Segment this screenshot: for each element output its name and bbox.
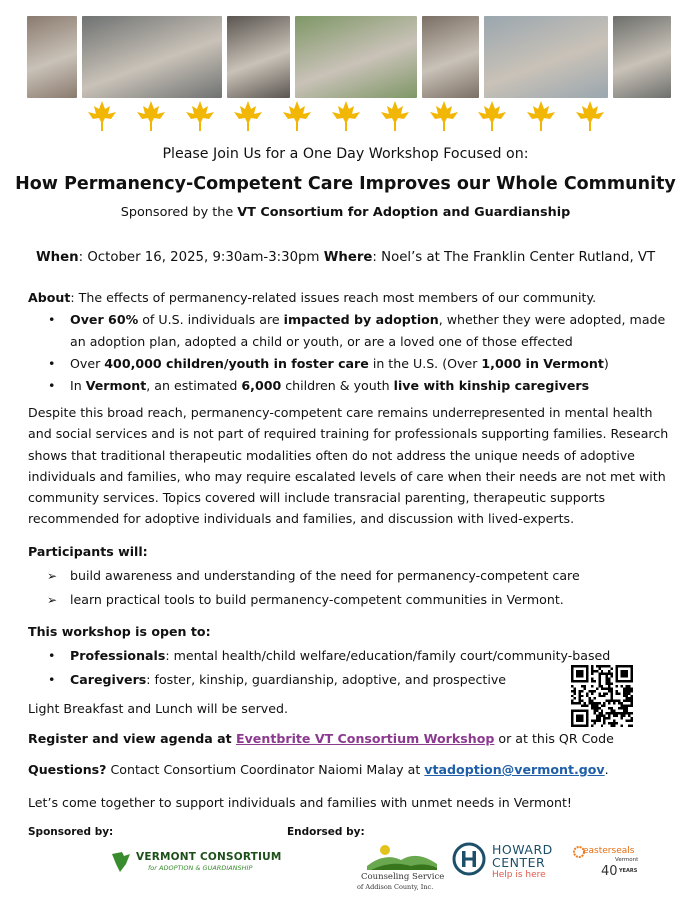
leaf-row <box>86 100 606 134</box>
maple-leaf-icon <box>574 100 606 132</box>
photo-group-sitting <box>613 16 671 98</box>
description-paragraph: Despite this broad reach, permanency-competent care remains underrepresented in mental health and social services and is not part of required training for professionals supporting families. Research shows that traditional therapeutic modalities often do not address the unique needs of adoptive individuals and families, who may require escalated levels of care when their needs are not met with community services. Topics covered will include transracial parenting, therapeutic supports recommended for adoptive individuals and families, and discussion with lived-experts. <box>28 405 669 527</box>
when-where-line <box>36 250 655 265</box>
counseling-service-logo <box>357 840 447 896</box>
sponsored-by-label: Sponsored by: <box>28 826 114 838</box>
bullet-text: in the U.S. (Over <box>368 356 482 371</box>
bullet-emphasis: impacted by adoption <box>283 312 439 327</box>
register-prefix: Register and view agenda at <box>28 731 236 746</box>
maple-leaf-icon <box>476 100 508 132</box>
photo-kids-bikes <box>295 16 417 98</box>
bullet-text: , an estimated <box>146 378 242 393</box>
vermont-shape-icon <box>110 850 132 874</box>
photo-office-meeting <box>484 16 608 98</box>
mountains-sun-icon <box>367 840 437 870</box>
about-bullet-foster <box>28 353 674 375</box>
sponsor-line <box>0 205 691 220</box>
about-line <box>28 287 674 309</box>
hc-logo-line2: CENTER <box>492 855 546 870</box>
hc-logo-line1: HOWARD <box>492 842 553 857</box>
endorsed-by-label: Endorsed by: <box>287 826 365 838</box>
register-line <box>28 728 674 750</box>
maple-leaf-icon <box>135 100 167 132</box>
bullet-text: In <box>70 378 86 393</box>
participants-item-tools: ➢ learn practical tools to build permanency-competent communities in Vermont. <box>28 589 674 611</box>
bullet-emphasis: 1,000 in Vermont <box>481 356 604 371</box>
bullet-emphasis: Vermont <box>85 378 147 393</box>
photo-girl-phone <box>227 16 290 98</box>
stat-over-60: Over 60% <box>70 312 139 327</box>
where-value: : Noel’s at The Franklin Center Rutland, VT <box>372 250 656 265</box>
open-to-professionals <box>28 645 674 667</box>
vc-logo-line2: for ADOPTION & GUARDIANSHIP <box>148 864 253 872</box>
participants-list <box>28 565 674 611</box>
es-logo-line1: easterseals <box>583 846 635 856</box>
es-logo-line2: Vermont <box>615 857 639 863</box>
professionals-text: : mental health/child welfare/education/family court/community-based <box>165 648 611 663</box>
maple-leaf-icon <box>184 100 216 132</box>
sponsor-prefix: Sponsored by the <box>120 205 238 220</box>
professionals-label: Professionals <box>70 648 166 663</box>
maple-leaf-icon <box>86 100 118 132</box>
es-logo-years: YEARS <box>619 868 638 874</box>
about-text: : The effects of permanency-related issues reach most members of our community. <box>70 290 597 305</box>
about-list <box>28 309 674 397</box>
eventbrite-link[interactable]: Eventbrite VT Consortium Workshop <box>236 731 495 746</box>
register-suffix: or at this QR Code <box>494 731 614 746</box>
cs-logo-line1: Counseling Service <box>361 872 445 882</box>
maple-leaf-icon <box>525 100 557 132</box>
bullet-text: ) <box>603 356 609 371</box>
email-link[interactable]: vtadoption@vermont.gov <box>424 762 605 777</box>
participants-heading: Participants will: <box>28 544 148 559</box>
cs-logo-line2: of Addison County, Inc. <box>357 883 434 891</box>
caregivers-label: Caregivers <box>70 672 147 687</box>
howard-h-icon <box>452 842 486 876</box>
when-label: When <box>36 250 79 265</box>
about-bullet-kinship <box>28 375 674 397</box>
photo-strip <box>27 16 673 98</box>
when-value: : October 16, 2025, 9:30am-3:30pm <box>78 250 324 265</box>
intro-line: Please Join Us for a One Day Workshop Focused on: <box>162 146 529 162</box>
questions-line <box>28 759 674 781</box>
bullet-emphasis: live with kinship caregivers <box>393 378 590 393</box>
bullet-text: Over <box>70 356 105 371</box>
photo-boy-portrait <box>422 16 479 98</box>
photo-teen-counseling <box>82 16 222 98</box>
bullet-text: , whether they were adopted, made an adoption plan, adopted a child or youth, or are a loved one of those effected <box>70 312 666 349</box>
maple-leaf-icon <box>281 100 313 132</box>
vermont-consortium-logo <box>110 850 280 876</box>
vc-logo-line1: VERMONT CONSORTIUM <box>136 851 282 863</box>
maple-leaf-icon <box>330 100 362 132</box>
participants-section <box>28 541 674 611</box>
howard-center-logo <box>452 840 562 882</box>
es-logo-number: 40 <box>601 864 618 879</box>
about-label: About <box>28 290 71 305</box>
maple-leaf-icon <box>379 100 411 132</box>
questions-label: Questions? <box>28 762 107 777</box>
easterseals-logo <box>573 842 639 884</box>
maple-leaf-icon <box>428 100 460 132</box>
maple-leaf-icon <box>232 100 264 132</box>
closing-line: Let’s come together to support individuals and families with unmet needs in Vermont! <box>28 795 572 810</box>
bullet-emphasis: 6,000 <box>241 378 282 393</box>
where-label: Where <box>323 250 373 265</box>
bullet-text: of U.S. individuals are <box>138 312 284 327</box>
meals-line: Light Breakfast and Lunch will be served. <box>28 701 288 716</box>
about-bullet-adoption <box>28 309 674 353</box>
questions-text: Contact Consortium Coordinator Naiomi Malay at <box>106 762 425 777</box>
participants-item-awareness: ➢ build awareness and understanding of the need for permanency-competent care <box>28 565 674 587</box>
caregivers-text: : foster, kinship, guardianship, adoptive, and prospective <box>146 672 507 687</box>
workshop-title: How Permanency-Competent Care Improves our Whole Community <box>15 174 676 194</box>
sponsor-name: VT Consortium for Adoption and Guardianship <box>237 205 571 220</box>
about-section <box>28 287 674 397</box>
open-to-heading: This workshop is open to: <box>28 624 211 639</box>
questions-end: . <box>604 762 609 777</box>
hc-logo-line3: Help is here <box>492 870 546 880</box>
bullet-text: children & youth <box>281 378 394 393</box>
bullet-emphasis: 400,000 children/youth in foster care <box>104 356 369 371</box>
photo-grandparent-child <box>27 16 77 98</box>
